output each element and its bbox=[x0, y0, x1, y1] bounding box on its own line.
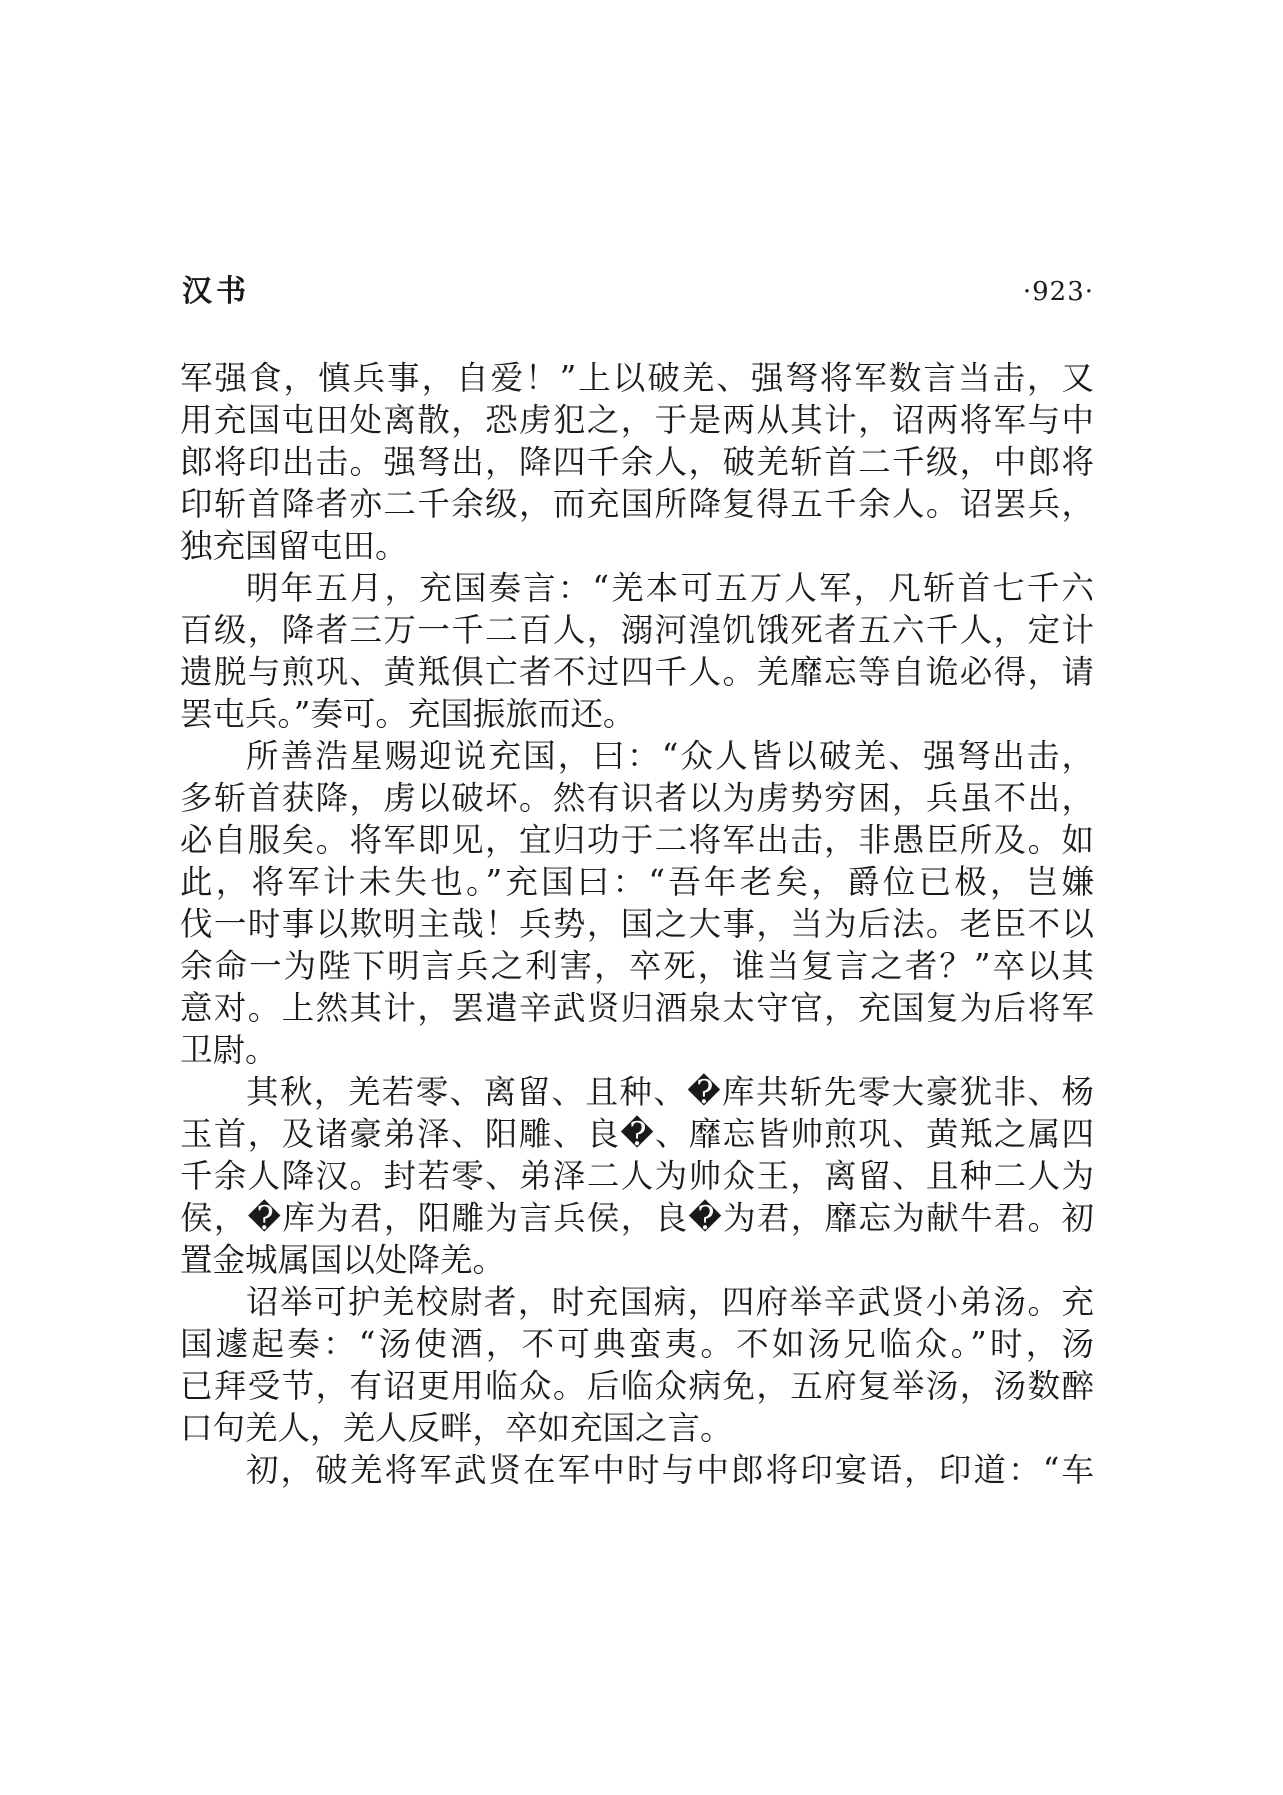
text-line: 独充国留屯田。 bbox=[180, 527, 408, 565]
text-line: 口句羌人，羌人反畔，卒如充国之言。 bbox=[180, 1409, 733, 1447]
text-line: 印斩首降者亦二千余级，而充国所降复得五千余人。诏罢兵， bbox=[180, 485, 1094, 523]
running-header bbox=[182, 272, 1094, 312]
text-line: 其秋，羌若零、离留、且种、�库共斩先零大豪犹非、杨 bbox=[246, 1073, 1094, 1111]
text-line: 余命一为陛下明言兵之利害，卒死，谁当复言之者？”卒以其 bbox=[180, 947, 1094, 985]
text-line: 罢屯兵。”奏可。充国振旅而还。 bbox=[180, 695, 636, 733]
text-line: 意对。上然其计，罢遣辛武贤归酒泉太守官，充国复为后将军 bbox=[180, 989, 1094, 1027]
text-line: 遗脱与煎巩、黄羝俱亡者不过四千人。羌靡忘等自诡必得，请 bbox=[180, 653, 1094, 691]
text-line: 诏举可护羌校尉者，时充国病，四府举辛武贤小弟汤。充 bbox=[246, 1283, 1094, 1321]
text-line: 必自服矣。将军即见，宜归功于二将军出击，非愚臣所及。如 bbox=[180, 821, 1094, 859]
text-line: 郎将印出击。强弩出，降四千余人，破羌斩首二千级，中郎将 bbox=[180, 443, 1094, 481]
text-line: 置金城属国以处降羌。 bbox=[180, 1241, 506, 1279]
text-line: 明年五月，充国奏言：“羌本可五万人军，凡斩首七千六 bbox=[246, 569, 1094, 607]
text-line: 多斩首获降，虏以破坏。然有识者以为虏势穷困，兵虽不出， bbox=[180, 779, 1094, 817]
text-line: 玉首，及诸豪弟泽、阳雕、良�、靡忘皆帅煎巩、黄羝之属四 bbox=[180, 1115, 1094, 1153]
text-line: 侯，�库为君，阳雕为言兵侯，良�为君，靡忘为献牛君。初 bbox=[180, 1199, 1094, 1237]
text-line: 所善浩星赐迎说充国，曰：“众人皆以破羌、强弩出击， bbox=[246, 737, 1094, 775]
text-line: 国遽起奏：“汤使酒，不可典蛮夷。不如汤兄临众。”时，汤 bbox=[180, 1325, 1094, 1363]
text-line: 用充国屯田处离散，恐虏犯之，于是两从其计，诏两将军与中 bbox=[180, 401, 1094, 439]
text-line: 卫尉。 bbox=[180, 1031, 278, 1069]
body-text bbox=[180, 357, 1094, 1491]
text-line: 军强食，慎兵事，自爱！”上以破羌、强弩将军数言当击，又 bbox=[180, 359, 1094, 397]
text-line: 千余人降汉。封若零、弟泽二人为帅众王，离留、且种二人为 bbox=[180, 1157, 1094, 1195]
text-line: 已拜受节，有诏更用临众。后临众病免，五府复举汤，汤数醉 bbox=[180, 1367, 1094, 1405]
book-title: 汉书 bbox=[182, 274, 250, 309]
page-number: ·923· bbox=[1022, 277, 1094, 307]
text-line: 伐一时事以欺明主哉！兵势，国之大事，当为后法。老臣不以 bbox=[180, 905, 1094, 943]
text-line: 百级，降者三万一千二百人，溺河湟饥饿死者五六千人，定计 bbox=[180, 611, 1094, 649]
text-line: 初，破羌将军武贤在军中时与中郎将印宴语，印道：“车 bbox=[246, 1451, 1094, 1489]
text-line: 此，将军计未失也。”充国曰：“吾年老矣，爵位已极，岂嫌 bbox=[180, 863, 1094, 901]
